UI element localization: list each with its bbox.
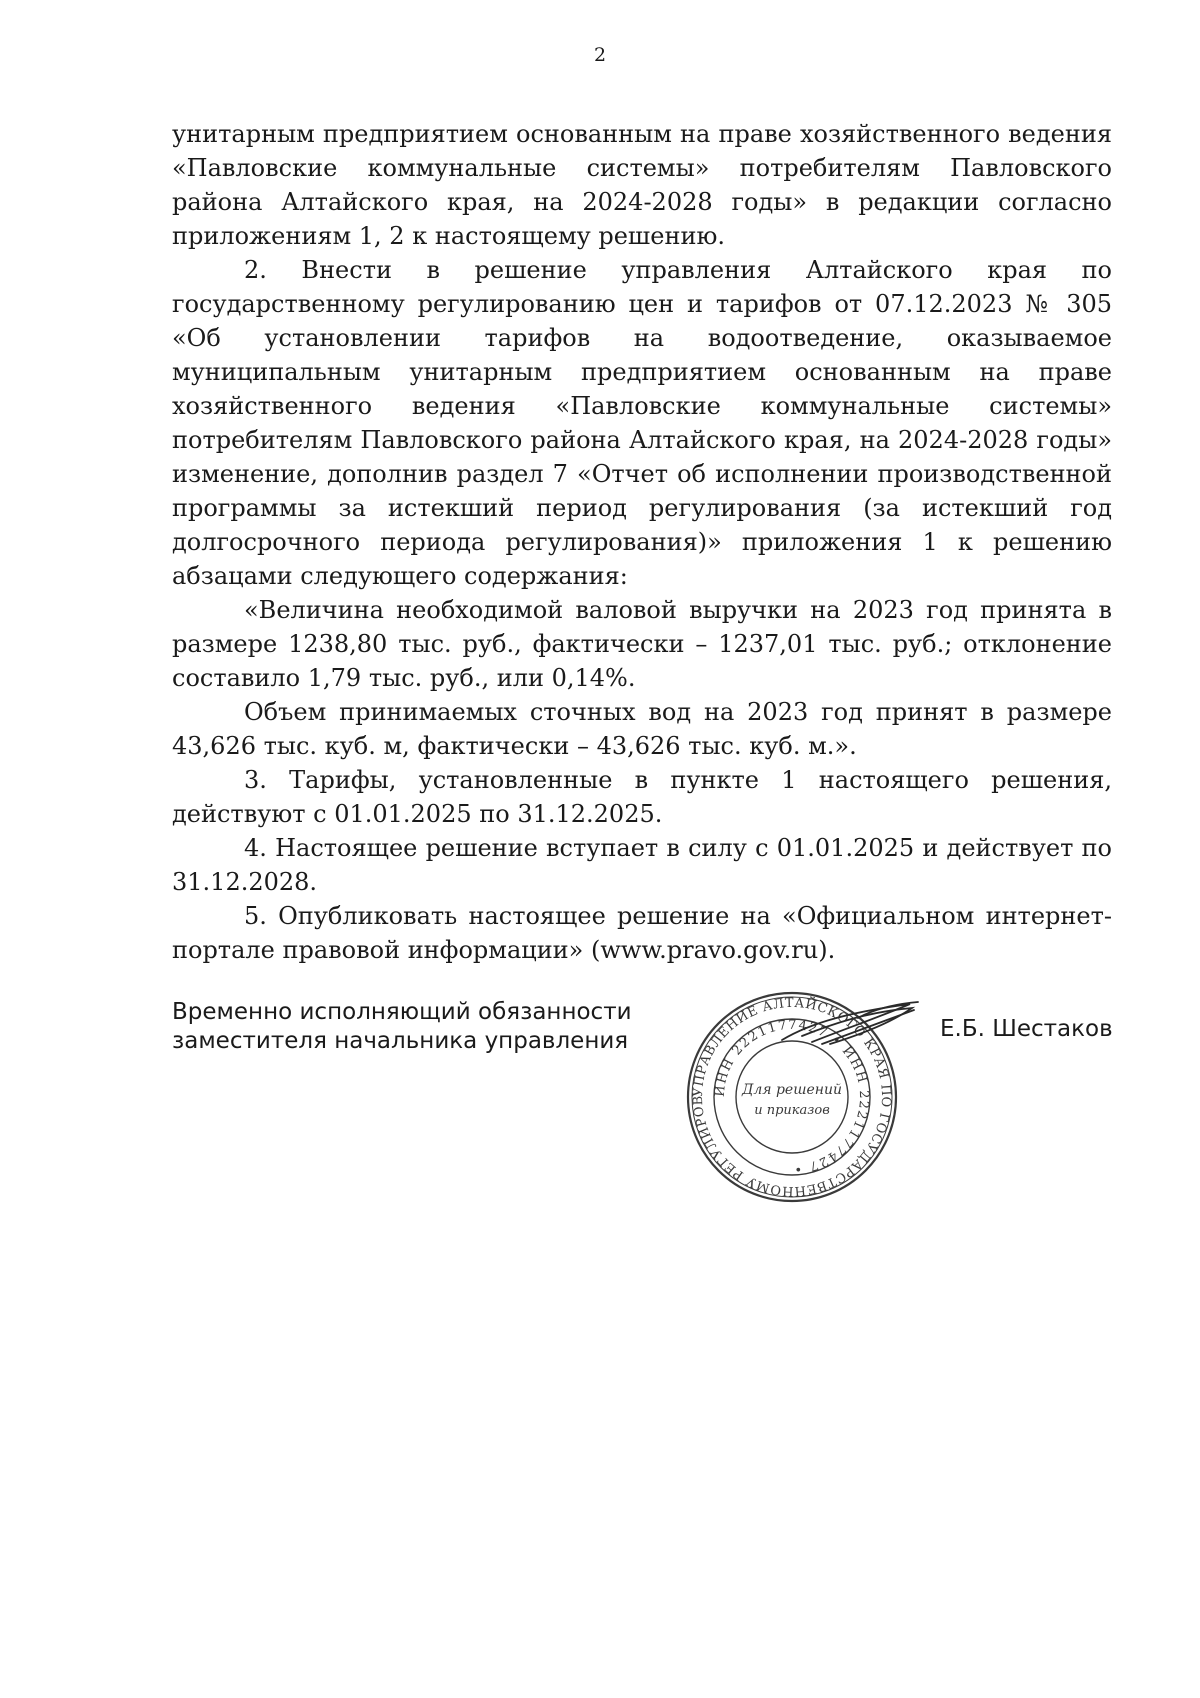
paragraph-quote-revenue: «Величина необходимой валовой выручки на 2023 год принята в размере 1238,80 тыс. руб., фактически – 1237,01 тыс. руб.; отклонение составило 1,79 тыс. руб., или 0,14%.	[172, 596, 1112, 692]
paragraph-quote-volume: Объем принимаемых сточных вод на 2023 год принят в размере 43,626 тыс. куб. м, фактически – 43,626 тыс. куб. м.».	[172, 698, 1112, 760]
page-number: 2	[593, 44, 607, 66]
document-body	[172, 117, 1112, 967]
paragraph-item-2: 2. Внести в решение управления Алтайского края по государственному регулированию цен и тарифов от 07.12.2023 № 305 «Об установлении тарифов на водоотведение, оказываемое муниципальным унитарным предприятием основанным на праве хозяйственного ведения «Павловские коммунальные системы» потребителям Павловского района Алтайского края, на 2024-2028 годы» изменение, дополнив раздел 7 «Отчет об исполнении производственной программы за истекший период регулирования (за истекший год долгосрочного периода регулирования)» приложения 1 к решению абзацами следующего содержания:	[172, 256, 1112, 590]
stamp-outer-text: УПРАВЛЕНИЕ АЛТАЙСКОГО КРАЯ ПО ГОСУДАРСТВЕННОМУ РЕГУЛИРОВ	[690, 995, 894, 1199]
paragraph-item-3: 3. Тарифы, установленные в пункте 1 настоящего решения, действуют с 01.01.2025 по 31.12.2025.	[172, 766, 1112, 828]
paragraph-item-5: 5. Опубликовать настоящее решение на «Официальном интернет-портале правовой информации» (www.pravo.gov.ru).	[172, 902, 1112, 964]
signature-position	[172, 998, 652, 1056]
stamp-seal-icon	[662, 982, 922, 1212]
signer-name: Е.Б. Шестаков	[940, 1016, 1113, 1042]
paragraph-item-4: 4. Настоящее решение вступает в силу с 01.01.2025 и действует по 31.12.2028.	[172, 834, 1112, 896]
paragraph-continuation: унитарным предприятием основанным на праве хозяйственного ведения «Павловские коммунальные системы» потребителям Павловского района Алтайского края, на 2024-2028 годы» в редакции согласно приложениям 1, 2 к настоящему решению.	[172, 120, 1112, 250]
official-stamp	[662, 982, 922, 1212]
signature-position-line2: заместителя начальника управления	[172, 1028, 629, 1054]
signature-position-line1: Временно исполняющий обязанности	[172, 999, 632, 1025]
stamp-center-line2: и приказов	[754, 1103, 830, 1118]
stamp-inner-text: ИНН 2221177427 • ИНН 2221177427 •	[712, 1017, 872, 1177]
stamp-center-line1: Для решений	[741, 1082, 843, 1098]
